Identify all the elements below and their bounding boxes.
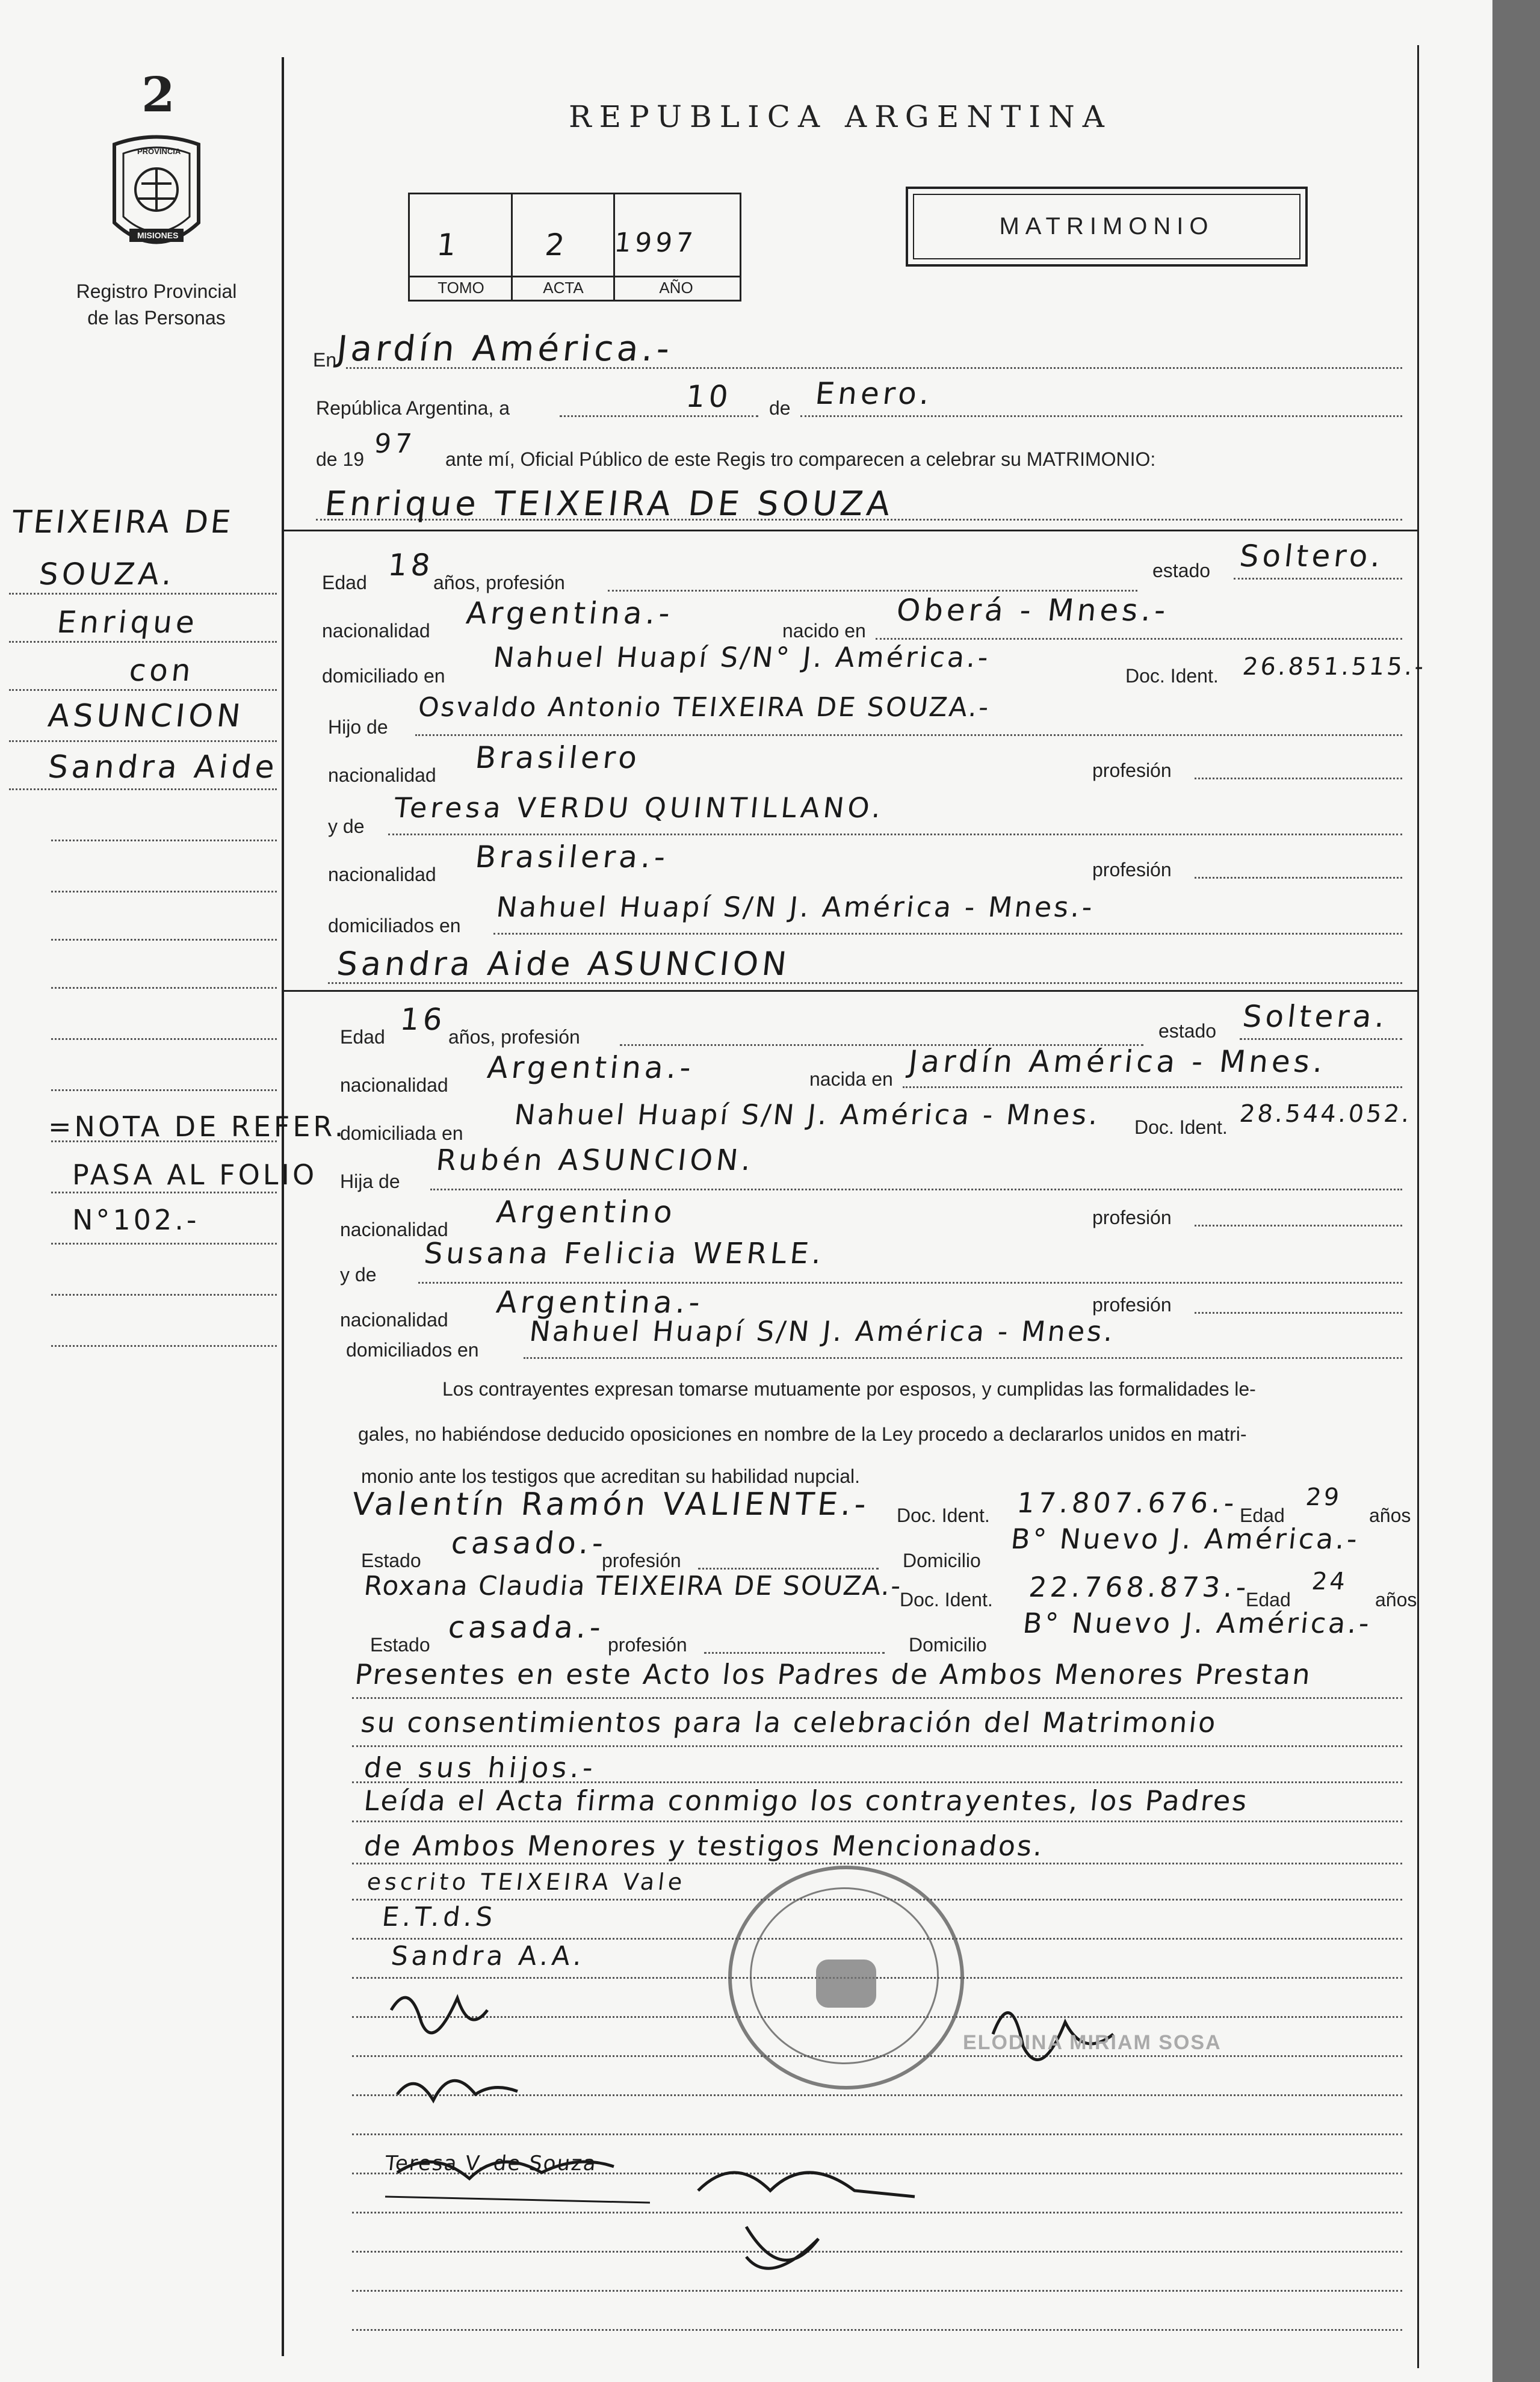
ano-label: AÑO: [659, 279, 693, 297]
rule: [9, 689, 277, 691]
rule: [51, 891, 277, 892]
bride-estado: Soltera.: [1240, 999, 1390, 1034]
signature-bottom: Teresa V. de Souza: [383, 2152, 598, 2176]
bride-mother: Susana Felicia WERLE.: [422, 1237, 827, 1270]
bride-father-nac: Argentino: [494, 1195, 678, 1230]
place-value: Jardín América.-: [335, 328, 675, 369]
bride-estado-label: estado: [1158, 1020, 1217, 1042]
registry-line-2: de las Personas: [87, 307, 226, 329]
tomo-label: TOMO: [438, 279, 484, 297]
rule: [1195, 778, 1402, 779]
note-line-6: escrito TEIXEIRA Vale: [365, 1869, 687, 1895]
rule: [283, 990, 1417, 992]
witness2-dom: B° Nuevo J. América.-: [1021, 1607, 1373, 1639]
rule: [903, 1086, 1402, 1088]
en-label: En: [313, 349, 337, 371]
yde-label: y de: [328, 815, 365, 837]
note-line-5: de Ambos Menores y testigos Mencionados.: [362, 1830, 1046, 1862]
bride-domicilio: Nahuel Huapí S/N J. América - Mnes.: [513, 1098, 1102, 1131]
groom-mother: Teresa VERDU QUINTILLANO.: [392, 791, 886, 824]
signature-2: Sandra A.A.: [389, 1941, 587, 1972]
bride-age: 16: [398, 1002, 448, 1037]
groom-edad-label: Edad: [322, 572, 367, 593]
rule: [51, 1345, 277, 1347]
witness1-name: Valentín Ramón VALIENTE.-: [350, 1486, 871, 1523]
rule: [876, 638, 1402, 640]
mother-nac-label: nacionalidad: [328, 864, 436, 885]
note-line-4: Leída el Acta firma conmigo los contrayentes, los Padres: [362, 1784, 1251, 1817]
witness1-anos: años: [1369, 1505, 1411, 1526]
bride-anos-profesion: años, profesión: [448, 1026, 580, 1048]
declaration-line-3: monio ante los testigos que acreditan su habilidad nupcial.: [361, 1465, 860, 1487]
margin-line-right: [1417, 45, 1419, 2368]
witness1-doc: 17.807.676.-: [1015, 1486, 1240, 1519]
sidebar-name-6: Sandra Aide: [46, 749, 280, 785]
bride-yde-label: y de: [340, 1264, 377, 1285]
registry-name: [54, 278, 259, 331]
de19-label: de 19: [316, 448, 365, 470]
bride-doc-label: Doc. Ident.: [1134, 1116, 1228, 1138]
witness2-edad-label: Edad: [1246, 1589, 1291, 1610]
country-title: REPUBLICA ARGENTINA: [569, 99, 1112, 134]
witness2-name: Roxana Claudia TEIXEIRA DE SOUZA.-: [362, 1571, 904, 1601]
rule: [1195, 1312, 1402, 1314]
rule: [800, 415, 1402, 417]
ano-value: 1997: [613, 227, 698, 258]
groom-anos-profesion: años, profesión: [433, 572, 565, 593]
bride-nacida-label: nacida en: [809, 1068, 893, 1090]
rule: [1240, 1038, 1402, 1040]
bride-mother-prof-label: profesión: [1092, 1294, 1172, 1316]
rule: [698, 1568, 879, 1570]
provincial-seal: [102, 132, 211, 262]
acta-value: 2: [543, 227, 570, 262]
rule: [352, 1745, 1402, 1747]
rule: [51, 1038, 277, 1040]
bride-name: Sandra Aide ASUNCION: [335, 945, 792, 983]
margin-line-left: [282, 57, 284, 2356]
acta-label: ACTA: [543, 279, 584, 297]
declaration-line-2: gales, no habiéndose deducido oposiciones en nombre de la Ley procedo a declararlos unidos en matri-: [358, 1423, 1247, 1445]
groom-name: Enrique TEIXEIRA DE SOUZA: [323, 484, 895, 524]
groom-hijo-label: Hijo de: [328, 716, 388, 738]
note-line-3: de sus hijos.-: [362, 1751, 598, 1784]
witness2-estado-label: Estado: [370, 1634, 430, 1656]
note-line-2: su consentimientos para la celebración del Matrimonio: [359, 1706, 1219, 1739]
father-nac-label: nacionalidad: [328, 764, 436, 786]
witness1-edad-label: Edad: [1240, 1505, 1285, 1526]
bride-edad-label: Edad: [340, 1026, 385, 1048]
sidebar-name-5: ASUNCION: [46, 698, 246, 734]
rule: [388, 834, 1402, 835]
rule: [352, 1781, 1402, 1783]
bride-father-prof-label: profesión: [1092, 1207, 1172, 1228]
bride-doc: 28.544.052.: [1238, 1100, 1414, 1128]
groom-doc: 26.851.515.-: [1241, 653, 1427, 681]
declaration-line-1: Los contrayentes expresan tomarse mutuamente por esposos, y cumplidas las formalidades le-: [442, 1378, 1256, 1400]
rule: [352, 1821, 1402, 1822]
ante-text: ante mí, Oficial Público de este Regis tro comparecen a celebrar su MATRIMONIO:: [445, 448, 1156, 470]
rule: [328, 982, 1402, 984]
sidebar-name-3: Enrique: [55, 605, 200, 640]
year-suffix: 97: [373, 428, 417, 459]
rule: [51, 840, 277, 841]
witness2-prof-label: profesión: [608, 1634, 687, 1656]
rule: [704, 1652, 885, 1654]
rule: [1195, 1225, 1402, 1227]
groom-father: Osvaldo Antonio TEIXEIRA DE SOUZA.-: [416, 692, 992, 723]
rule: [418, 1282, 1402, 1284]
bride-father: Rubén ASUNCION.: [434, 1143, 756, 1177]
official-stamp: [728, 1866, 964, 2090]
groom-dom-label: domiciliado en: [322, 665, 445, 687]
witness1-doc-label: Doc. Ident.: [897, 1505, 990, 1526]
bride-mother-nac: Argentina.-: [494, 1285, 705, 1320]
bride-nac-label: nacionalidad: [340, 1074, 448, 1096]
rule: [9, 641, 277, 643]
sidebar-note-3: N°102.-: [72, 1204, 200, 1236]
record-type: MATRIMONIO: [999, 213, 1214, 240]
tomo-value: 1: [434, 227, 462, 262]
bride-nacionalidad: Argentina.-: [485, 1050, 696, 1085]
groom-nacido-label: nacido en: [782, 620, 866, 642]
witness1-estado: casado.-: [449, 1526, 609, 1561]
father-prof-label: profesión: [1092, 759, 1172, 781]
rule: [51, 1089, 277, 1091]
witness1-prof-label: profesión: [602, 1550, 681, 1571]
de-label: de: [769, 397, 791, 419]
rule: [9, 788, 277, 790]
groom-estado: Soltero.: [1237, 539, 1386, 574]
rule: [51, 1243, 277, 1245]
witness2-doc-label: Doc. Ident.: [900, 1589, 993, 1610]
witness1-estado-label: Estado: [361, 1550, 421, 1571]
rule: [352, 1863, 1402, 1864]
rule: [560, 415, 758, 417]
rule: [51, 939, 277, 941]
bride-mother-nac-label: nacionalidad: [340, 1309, 448, 1331]
rule: [51, 1192, 277, 1193]
groom-doc-label: Doc. Ident.: [1125, 665, 1219, 687]
rule: [430, 1189, 1402, 1190]
rule: [352, 1697, 1402, 1699]
sidebar-note-1: =NOTA DE REFER.: [48, 1110, 347, 1143]
rule: [283, 530, 1417, 531]
witness2-age: 24: [1310, 1568, 1349, 1595]
bride-nacida: Jardín América - Mnes.: [906, 1044, 1328, 1079]
witness2-estado: casada.-: [446, 1610, 607, 1645]
bride-father-nac-label: nacionalidad: [340, 1219, 448, 1240]
mother-prof-label: profesión: [1092, 859, 1172, 880]
seal-text-top: PROVINCIA: [137, 147, 181, 156]
official-stamp-text: ELODINA MIRIAM SOSA: [963, 2031, 1222, 2054]
groom-nac-label: nacionalidad: [322, 620, 430, 642]
rule: [1195, 877, 1402, 879]
parents-dom-label: domiciliados en: [328, 915, 461, 936]
bride-hija-label: Hija de: [340, 1171, 400, 1192]
father-nac: Brasilero: [473, 740, 643, 775]
bride-dom-label: domiciliada en: [340, 1122, 463, 1144]
page-number: 2: [141, 66, 175, 123]
parents-dom: Nahuel Huapí S/N J. América - Mnes.-: [495, 891, 1096, 923]
witness1-dom-label: Domicilio: [903, 1550, 981, 1571]
registry-line-1: Registro Provincial: [76, 280, 237, 302]
rule: [51, 1294, 277, 1296]
rule: [9, 593, 277, 595]
rule: [1234, 578, 1402, 580]
bride-parents-dom-label: domiciliados en: [346, 1339, 479, 1361]
sidebar-note-2: PASA AL FOLIO: [72, 1159, 318, 1191]
groom-estado-label: estado: [1152, 560, 1211, 581]
sidebar-name-2: SOUZA.: [37, 557, 178, 592]
groom-nacido: Oberá - Mnes.-: [894, 593, 1171, 628]
mother-nac: Brasilera.-: [473, 840, 671, 874]
sidebar-name-4: con: [127, 653, 196, 688]
bride-parents-dom: Nahuel Huapí S/N J. América - Mnes.: [528, 1315, 1117, 1347]
note-line-1: Presentes en este Acto los Padres de Ambos Menores Prestan: [353, 1658, 1314, 1691]
rule: [9, 740, 277, 742]
signature-initials: E.T.d.S: [380, 1902, 498, 1932]
rule: [415, 734, 1402, 736]
witness1-age: 29: [1304, 1483, 1343, 1511]
day-value: 10: [684, 379, 734, 414]
rule: [608, 590, 1137, 592]
witness1-dom: B° Nuevo J. América.-: [1009, 1523, 1361, 1555]
record-box: [408, 193, 741, 302]
rule: [51, 987, 277, 989]
groom-age: 18: [386, 548, 436, 583]
witness2-dom-label: Domicilio: [909, 1634, 987, 1656]
witness2-anos: años: [1375, 1589, 1417, 1610]
groom-nacionalidad: Argentina.-: [464, 596, 675, 631]
sidebar-name-1: TEIXEIRA DE: [10, 504, 235, 540]
month-value: Enero.: [813, 376, 935, 411]
record-type-box: [906, 187, 1308, 267]
rule: [493, 933, 1402, 935]
rule: [524, 1357, 1402, 1359]
seal-text-bottom: MISIONES: [137, 230, 179, 240]
republica-label: República Argentina, a: [316, 397, 510, 419]
groom-domicilio: Nahuel Huapí S/N° J. América.-: [492, 641, 992, 673]
witness2-doc: 22.768.873.-: [1027, 1571, 1252, 1603]
